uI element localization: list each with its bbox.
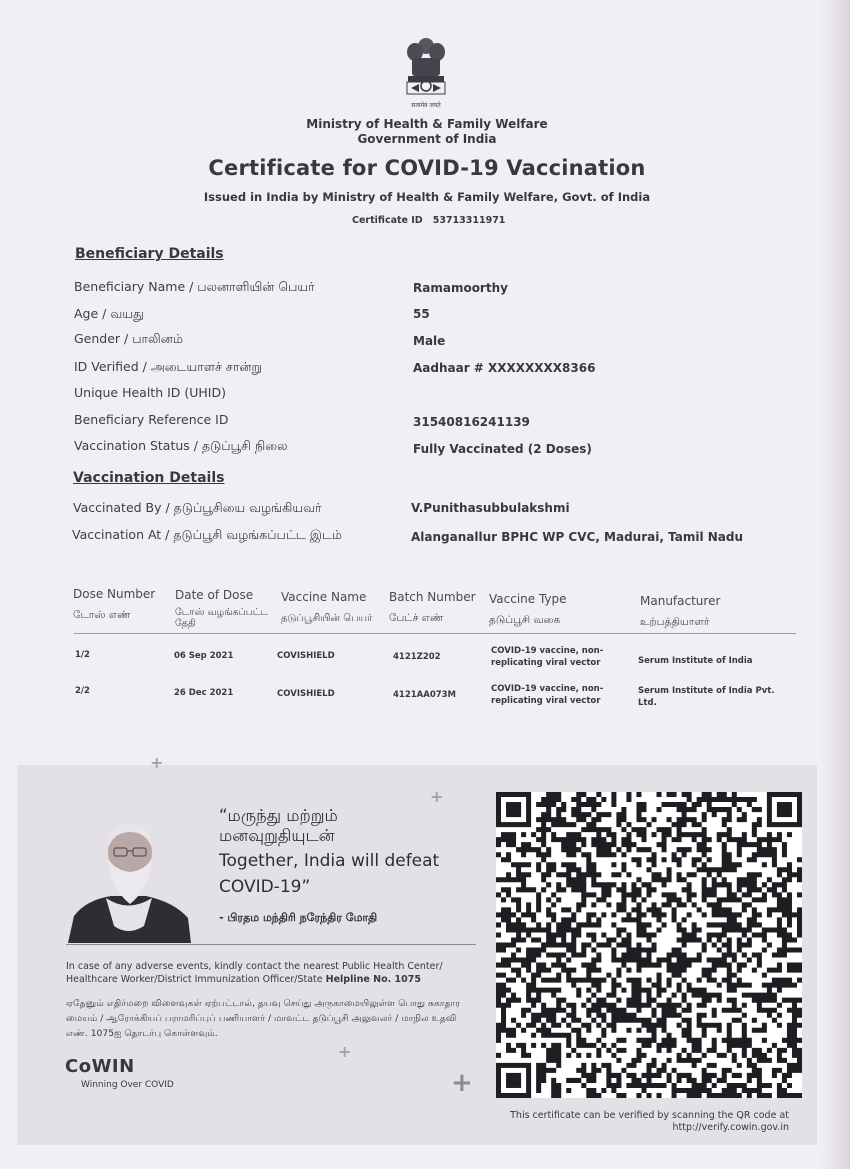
verify-note-text: This certificate can be verified by scanning the QR code at	[510, 1110, 789, 1121]
plus-decoration-icon: +	[150, 753, 164, 772]
verify-url: http://verify.cowin.gov.in	[672, 1122, 789, 1133]
certificate-id-label: Certificate ID	[352, 215, 423, 226]
th-manufacturer	[640, 594, 770, 630]
th-vaccine-type	[489, 592, 619, 628]
quote-english-line1: Together, India will defeat	[219, 851, 440, 871]
vaccine-type-cell: COVID-19 vaccine, non-replicating viral vector	[491, 646, 604, 668]
ministry-name: Ministry of Health & Family Welfare	[306, 117, 548, 131]
id-verified-label: ID Verified / அடையாளச் சான்று	[74, 359, 262, 374]
reference-id-label: Beneficiary Reference ID	[74, 412, 229, 427]
verification-qr-code	[496, 792, 802, 1098]
plus-decoration-icon: +	[430, 787, 444, 806]
certificate-id	[352, 215, 505, 226]
manufacturer-cell: Serum Institute of India Pvt. Ltd.	[638, 686, 775, 708]
uhid-label: Unique Health ID (UHID)	[74, 385, 226, 400]
th-batch-number-en: Batch Number	[389, 590, 476, 604]
vaccinated-by-value: V.Punithasubbulakshmi	[411, 501, 570, 515]
quote-tamil-line1: “மருந்து மற்றும்	[219, 806, 338, 825]
th-manufacturer-en: Manufacturer	[640, 594, 721, 608]
national-emblem-icon	[403, 36, 449, 110]
cowin-tagline: Winning Over COVID	[81, 1080, 174, 1090]
th-vaccine-name-en: Vaccine Name	[281, 590, 367, 604]
th-vaccine-type-en: Vaccine Type	[489, 592, 567, 606]
vaccination-status-value: Fully Vaccinated (2 Doses)	[413, 442, 592, 456]
beneficiary-name-label: Beneficiary Name / பலனாளியின் பெயர்	[74, 279, 315, 294]
table-header-divider	[74, 633, 796, 634]
verify-note	[497, 1110, 789, 1134]
th-vaccine-name-ta: தடுப்பூசியின் பெயர்	[281, 613, 373, 624]
helpline-number: Helpline No. 1075	[325, 974, 421, 985]
batch-number-cell: 4121Z202	[393, 652, 441, 662]
helpline-tamil: ஏதேனும் எதிர்மறை விளைவுகள் ஏற்பட்டால், தயவு செய்து அருகாமையிலுள்ள பொது சுகாதார மையம் / ஆரோக்கியப் பராமரிப்புப் பணியாளர் / மாவட்ட தடுப்பூசி அலுவலர் / மாநில உதவி எண். 1075ஐ தொடர்பு கொள்ளவும்.	[66, 998, 461, 1039]
vaccination-details-heading: Vaccination Details	[73, 470, 225, 486]
quote-divider	[66, 944, 476, 945]
beneficiary-details-heading: Beneficiary Details	[75, 246, 224, 262]
cowin-logo: CoWIN	[65, 1056, 135, 1077]
dose-number-cell: 2/2	[75, 686, 90, 696]
th-date-of-dose-en: Date of Dose	[175, 588, 254, 602]
qr-finder-pattern	[499, 1065, 529, 1095]
dose-date-cell: 06 Sep 2021	[174, 651, 234, 661]
helpline-english	[66, 960, 466, 986]
vaccine-type-cell: COVID-19 vaccine, non-replicating viral vector	[491, 684, 604, 706]
qr-modules	[496, 792, 802, 1098]
th-dose-number-en: Dose Number	[73, 587, 156, 601]
emblem-motto: सत्यमेव जयते	[411, 102, 441, 109]
th-date-of-dose	[175, 588, 275, 629]
age-value: 55	[413, 307, 430, 321]
certificate-title: Certificate for COVID-19 Vaccination	[208, 156, 646, 180]
th-vaccine-type-ta: தடுப்பூசி வகை	[489, 614, 561, 626]
th-batch-number	[389, 590, 489, 626]
gender-label: Gender / பாலினம்	[74, 331, 183, 346]
prime-minister-portrait	[66, 818, 191, 943]
vaccine-name-cell: COVISHIELD	[277, 689, 335, 699]
qr-finder-pattern	[499, 795, 529, 825]
th-dose-number-ta: டோஸ் எண்	[73, 609, 131, 621]
th-dose-number	[73, 587, 173, 623]
government-name: Government of India	[357, 132, 497, 146]
vaccination-at-label: Vaccination At / தடுப்பூசி வழங்கப்பட்ட இடம்	[72, 527, 342, 542]
vaccinated-by-label: Vaccinated By / தடுப்பூசியை வழங்கியவர்	[73, 500, 322, 515]
quote-english-line2: COVID-19”	[219, 877, 311, 897]
dose-number-cell: 1/2	[75, 650, 90, 660]
id-verified-value: Aadhaar # XXXXXXXX8366	[413, 361, 596, 375]
batch-number-cell: 4121AA073M	[393, 690, 457, 700]
quote-tamil	[219, 806, 338, 846]
age-label: Age / வயது	[74, 306, 144, 321]
plus-decoration-icon: +	[338, 1042, 352, 1061]
beneficiary-name-value: Ramamoorthy	[413, 281, 508, 295]
vaccination-status-label: Vaccination Status / தடுப்பூசி நிலை	[74, 438, 288, 453]
quote-english	[219, 848, 439, 900]
th-manufacturer-ta: உற்பத்தியாளர்	[640, 616, 710, 628]
dose-date-cell: 26 Dec 2021	[174, 688, 234, 698]
th-batch-number-ta: பேட்ச் எண்	[389, 612, 444, 624]
gender-value: Male	[413, 334, 446, 348]
helpline-text: In case of any adverse events, kindly contact the nearest Public Health Center/ Healthcare Worker/District Immunization Officer/State	[66, 961, 443, 985]
vaccine-name-cell: COVISHIELD	[277, 651, 335, 661]
th-date-of-dose-ta: டோஸ் வழங்கப்பட்ட தேதி	[175, 607, 268, 629]
plus-decoration-icon: +	[451, 1068, 473, 1098]
reference-id-value: 31540816241139	[413, 415, 530, 429]
certificate-subtitle: Issued in India by Ministry of Health & Family Welfare, Govt. of India	[203, 190, 651, 204]
manufacturer-cell: Serum Institute of India	[638, 656, 753, 666]
quote-attribution: - பிரதம மந்திரி நரேந்திர மோதி	[219, 911, 378, 924]
th-vaccine-name	[281, 590, 391, 626]
qr-finder-pattern	[769, 795, 799, 825]
vaccination-at-value: Alanganallur BPHC WP CVC, Madurai, Tamil Nadu	[411, 530, 744, 544]
certificate-id-value: 53713311971	[432, 215, 506, 226]
quote-tamil-line2: மனவுறுதியுடன்	[219, 826, 335, 845]
